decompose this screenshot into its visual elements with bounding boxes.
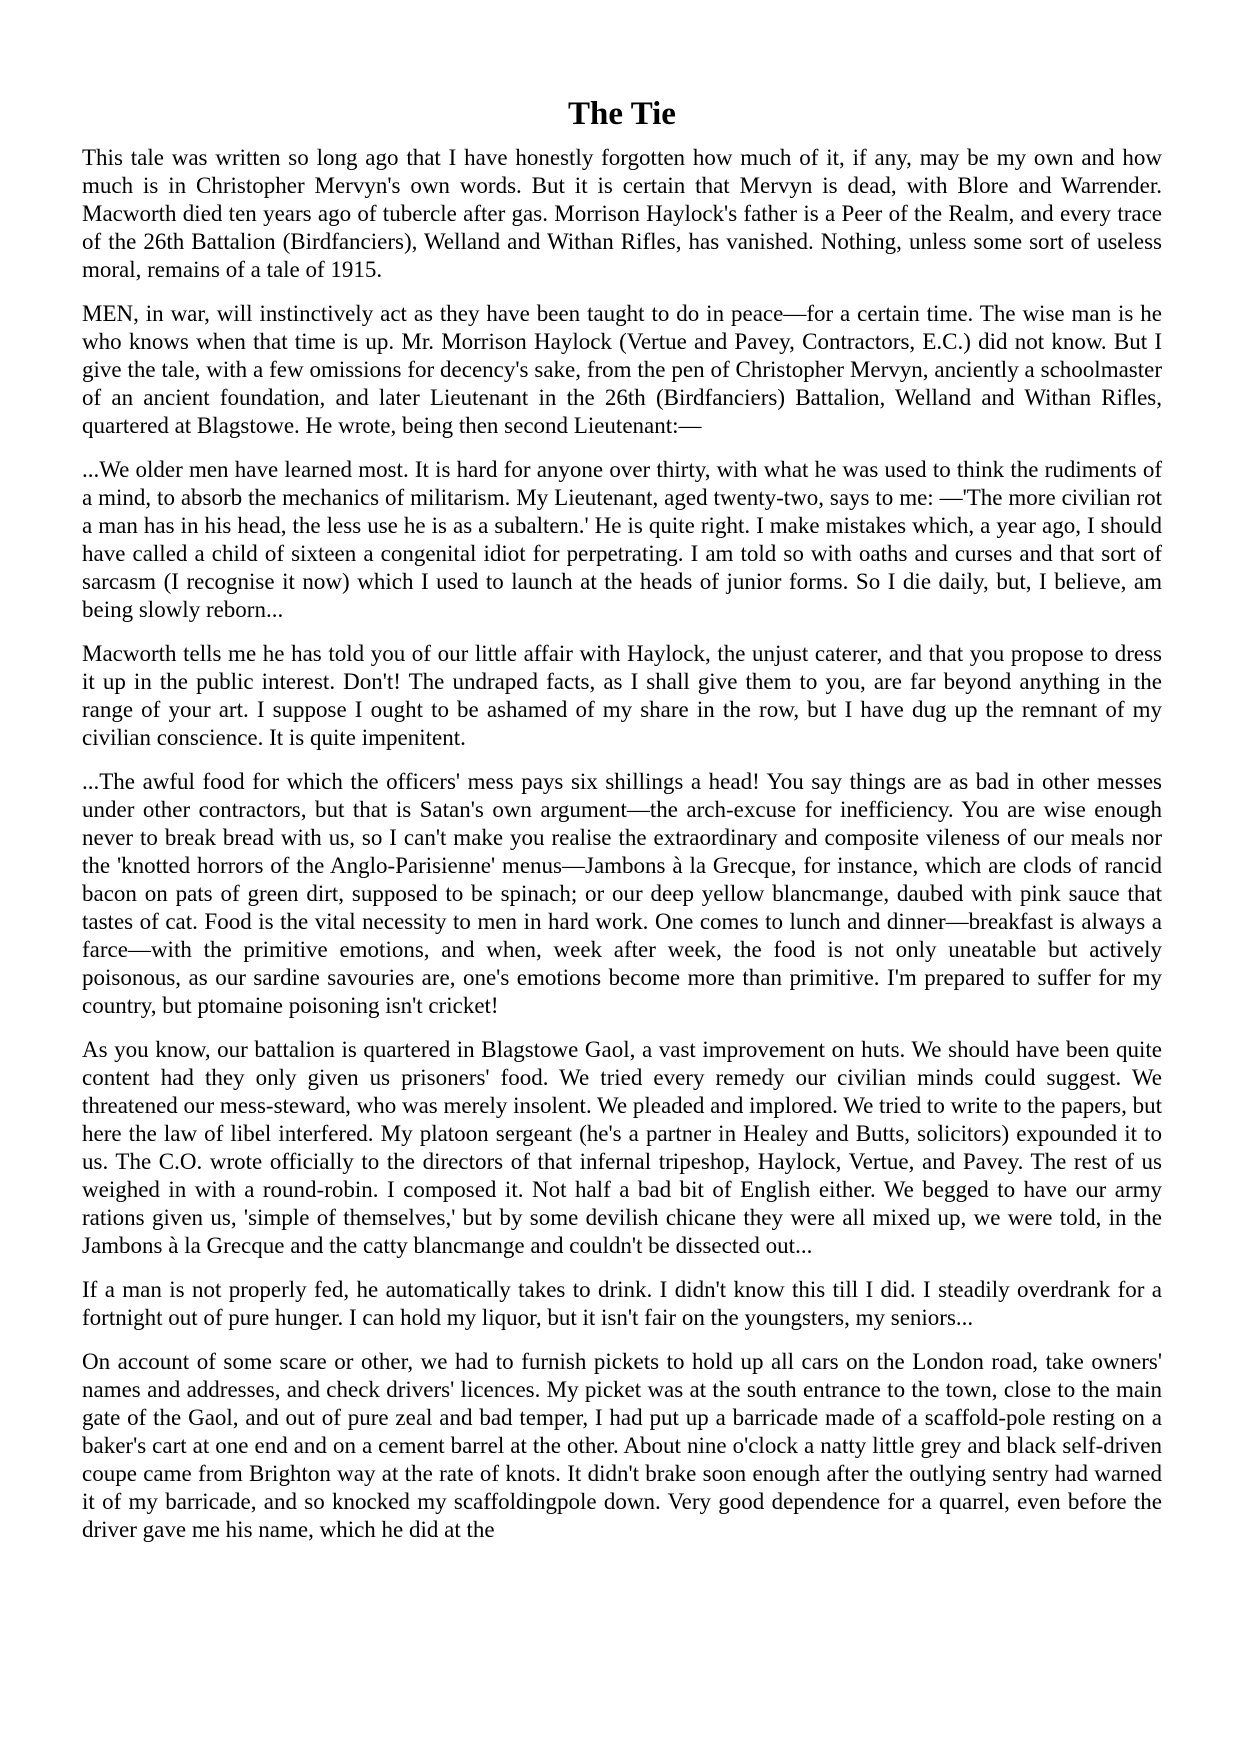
page-title: The Tie [568, 96, 676, 132]
paragraph-intro: This tale was written so long ago that I have honestly forgotten how much of it, if any, may be my own and how much is in Christopher Mervyn's own words. But it is certain that Mervyn is dead, with Blore and Warrender. Macworth died ten years ago of tubercle after gas. Morrison Haylock's father is a Peer of the Realm, and every trace of the 26th Battalion (Birdfanciers), Welland and Withan Rifles, has vanished. Nothing, unless some sort of useless moral, remains of a tale of 1915. [82, 145, 1162, 282]
paragraph-awful-food: ...The awful food for which the officers' mess pays six shillings a head! You say things are as bad in other messes under other contractors, but that is Satan's own argument—the arch-excuse for inefficiency. You are wise enough never to break bread with us, so I can't make you realise the extraordinary and composite vileness of our meals nor the 'knotted horrors of the Anglo-Parisienne' menus—Jambons à la Grecque, for instance, which are clods of rancid bacon on pats of green dirt, supposed to be spinach; or our deep yellow blancmange, daubed with pink sauce that tastes of cat. Food is the vital necessity to men in hard work. One comes to lunch and dinner—breakfast is always a farce—with the primitive emotions, and when, week after week, the food is not only uneatable but actively poisonous, as our sardine savouries are, one's emotions become more than primitive. I'm prepared to suffer for my country, but ptomaine poisoning isn't cricket! [82, 769, 1162, 1018]
paragraph-older-men: ...We older men have learned most. It is hard for anyone over thirty, with what he was used to think the rudiments of a mind, to absorb the mechanics of militarism. My Lieutenant, aged twenty-two, says to me: —'The more civilian rot a man has in his head, the less use he is as a subaltern.' He is quite right. I make mistakes which, a year ago, I should have called a child of sixteen a congenital idiot for perpetrating. I am told so with oaths and curses and that sort of sarcasm (I recognise it now) which I used to launch at the heads of junior forms. So I die daily, but, I believe, am being slowly reborn... [82, 457, 1162, 622]
paragraph-men-in-war: MEN, in war, will instinctively act as they have been taught to do in peace—for a certain time. The wise man is he who knows when that time is up. Mr. Morrison Haylock (Vertue and Pavey, Contractors, E.C.) did not know. But I give the tale, with a few omissions for decency's sake, from the pen of Christopher Mervyn, anciently a schoolmaster of an ancient foundation, and later Lieutenant in the 26th (Birdfanciers) Battalion, Welland and Withan Rifles, quartered at Blagstowe. He wrote, being then second Lieutenant:— [82, 301, 1162, 438]
paragraph-macworth: Macworth tells me he has told you of our little affair with Haylock, the unjust caterer, and that you propose to dress it up in the public interest. Don't! The undraped facts, as I shall give them to you, are far beyond anything in the range of your art. I suppose I ought to be ashamed of my share in the row, but I have dug up the remnant of my civilian conscience. It is quite impenitent. [82, 641, 1162, 750]
paragraph-drink: If a man is not properly fed, he automatically takes to drink. I didn't know this till I did. I steadily overdrank for a fortnight out of pure hunger. I can hold my liquor, but it isn't fair on the youngsters, my seniors... [82, 1277, 1162, 1330]
paragraph-blagstowe-gaol: As you know, our battalion is quartered in Blagstowe Gaol, a vast improvement on huts. We should have been quite content had they only given us prisoners' food. We tried every remedy our civilian minds could suggest. We threatened our mess-steward, who was merely insolent. We pleaded and implored. We tried to write to the papers, but here the law of libel interfered. My platoon sergeant (he's a partner in Healey and Butts, solicitors) expounded it to us. The C.O. wrote officially to the directors of that infernal tripeshop, Haylock, Vertue, and Pavey. The rest of us weighed in with a round-robin. I composed it. Not half a bad bit of English either. We begged to have our army rations given us, 'simple of themselves,' but by some devilish chicane they were all mixed up, we were told, in the Jambons à la Grecque and the catty blancmange and couldn't be dissected out... [82, 1037, 1162, 1258]
document-page [82, 88, 1162, 1560]
paragraph-pickets: On account of some scare or other, we had to furnish pickets to hold up all cars on the London road, take owners' names and addresses, and check drivers' licences. My picket was at the south entrance to the town, close to the main gate of the Gaol, and out of pure zeal and bad temper, I had put up a barricade made of a scaffold-pole resting on a baker's cart at one end and on a cement barrel at the other. About nine o'clock a natty little grey and black self-driven coupe came from Brighton way at the rate of knots. It didn't brake soon enough after the outlying sentry had warned it of my barricade, and so knocked my scaffoldingpole down. Very good dependence for a quarrel, even before the driver gave me his name, which he did at the [82, 1349, 1162, 1542]
